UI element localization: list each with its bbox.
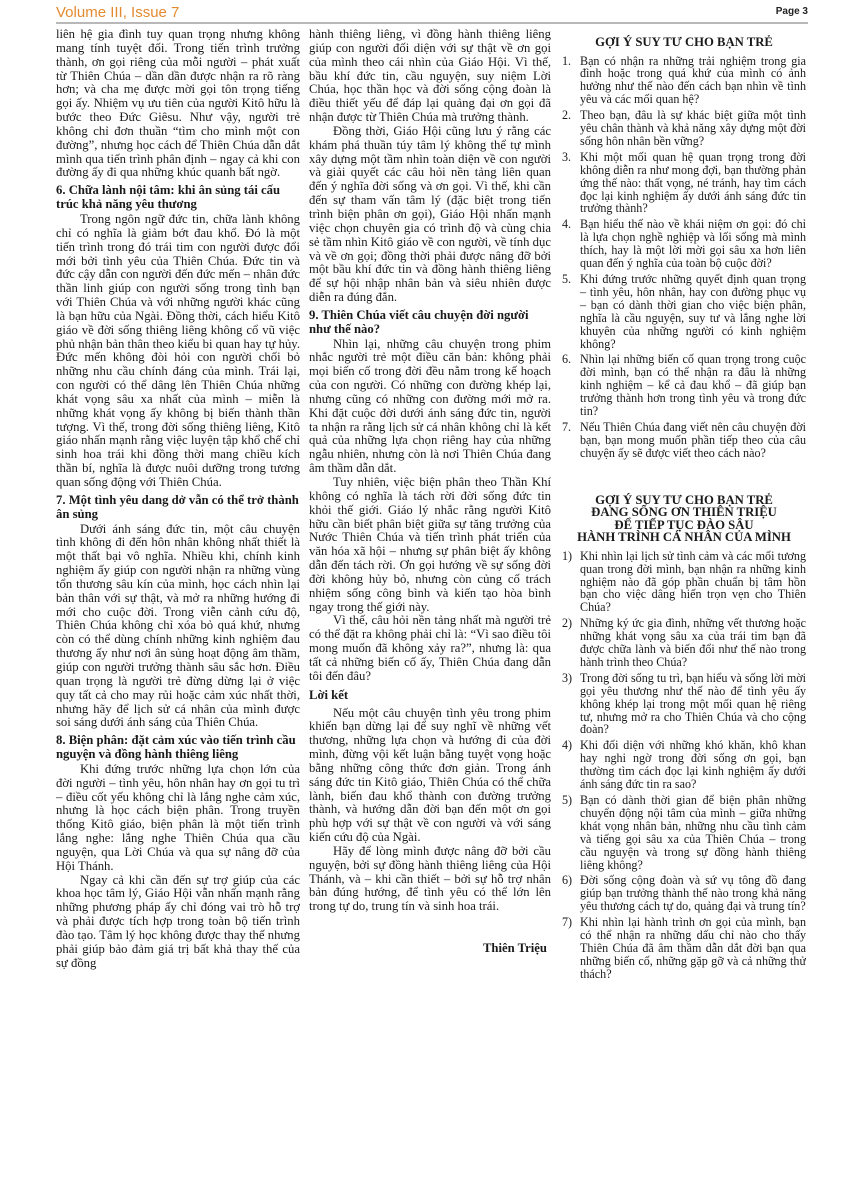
list-item: 7) Khi nhìn lại hành trình ơn gọi của mình, bạn có thể nhận ra những dấu chỉ nào cho thấy Thiên Chúa đã âm thầm dẫn dắt đời bạn qua những biến cố, những gặp gỡ và cả những thử thách? [562,915,806,981]
page-number: Page 3 [775,6,808,17]
sidebar-title: GỢI Ý SUY TƯ CHO BẠN TRẺ [595,35,773,49]
paragraph: Đồng thời, Giáo Hội cũng lưu ý rằng các khám phá thuần túy tâm lý không thể tự mình xây dựng một tầm nhìn toàn diện về con người và giải quyết các câu hỏi nền tảng liên quan đến ý nghĩa đời sống và ơn gọi. Vì thế, khi cần đến sự tham vấn tâm lý (đặc biệt trong tiến trình biện phân ơn gọi), Giáo Hội nhấn mạnh việc chọn chuyên gia có trình độ và cùng chia sẻ tầm nhìn Kitô giáo về con người, về tính dục và về ơn gọi; đồng thời phải được nâng đỡ bởi một bầu khí đức tin và đồng hành thiêng liêng để sự hội nhập nhân bản và siêu nhiên được diễn ra đúng đắn. [309,123,551,305]
paragraph: liên hệ gia đình tuy quan trọng nhưng không mang tính tuyệt đối. Trong tiến trình trưởng thành, ơn gọi riêng của mỗi người – phát xuất từ Thiên Chúa – dần dần được nhận ra rõ ràng hơn; và cha mẹ được mời gọi tôn trọng tiếng gọi ấy. Nhiệm vụ ưu tiên của người Kitô hữu là bước theo Đức Giêsu. Như vậy, người trẻ không chỉ đơn thuần “tìm cho mình một con đường”, nhưng học cách để Thiên Chúa dẫn dắt mình qua tiến trình phân định – ngay cả khi con đường ấy đi qua những khúc quanh bất ngờ. [56,28,300,180]
paragraph: hành thiêng liêng, vì đồng hành thiêng liêng giúp con người đối diện với sự thật về ơn gọi của mình theo cái nhìn của Giáo Hội. Vì thế, bầu khí đức tin, cầu nguyện, suy niệm Lời Chúa, học thần học và đời sống cộng đoàn là điều thiết yếu để đáp lại quảng đại ơn gọi đã nhận được từ Thiên Chúa mà trưởng thành. [309,28,551,125]
header-divider [56,22,808,24]
paragraph: Vì thế, câu hỏi nền tảng nhất mà người trẻ có thể đặt ra không phải chỉ là: “Vì sao điều tôi mong muốn đã không xảy ra?”, nhưng là: qua tất cả những biến cố ấy, Thiên Chúa đang dẫn tôi đến đâu? [309,613,551,683]
list-item: 2. Theo bạn, đâu là sự khác biệt giữa một tình yêu chân thành và khả năng xây dựng một đời sống hôn nhân bền vững? [562,108,806,148]
issue-label: Volume III, Issue 7 [56,4,180,21]
list-item: 4) Khi đối diện với những khó khăn, khô khan hay nghi ngờ trong đời sống ơn gọi, bạn thường tìm cách đọc lại kinh nghiệm ấy dưới ánh sáng đức tin ra sao? [562,738,806,792]
list-item: 3) Trong đời sống tu trì, bạn hiểu và sống lời mời gọi yêu thương như thế nào để tình yêu ấy không khép lại trong một mối quan hệ riêng tư, nhưng mở ra cho Thiên Chúa và cho cộng đoàn? [562,670,806,737]
list-item: 6. Nhìn lại những biến cố quan trọng trong cuộc đời mình, bạn có thể nhận ra đâu là những kinh nghiệm – kể cả đau khổ – đã giúp bạn trưởng thành hơn trong tình yêu và trong đức tin? [562,352,806,419]
list-item: 5. Khi đứng trước những quyết định quan trọng – tình yêu, hôn nhân, hay con đường phục vụ – bạn có dành thời gian cho việc biện phân, nghĩa là cầu nguyện, suy tư và lắng nghe lời khuyên của những người có kinh nghiệm không? [562,272,806,351]
page-header [56,0,808,28]
column-left [56,28,300,1196]
list-item: 4. Bạn hiểu thế nào về khái niệm ơn gọi: đó chỉ là lựa chọn nghề nghiệp và lối sống mà mình thích, hay là một lời mời gọi sâu xa hơn liên quan đến ý nghĩa của toàn bộ cuộc đời? [562,217,806,271]
conclusion-heading: Lời kết [309,687,349,702]
list-item: 1. Bạn có nhận ra những trải nghiệm trong gia đình hoặc trong quá khứ của mình có ảnh hưởng như thế nào đến cách bạn nhìn về tình yêu và các mối quan hệ? [562,53,806,107]
paragraph: Tuy nhiên, việc biện phân theo Thần Khí không có nghĩa là tách rời đời sống đức tin khỏi thế giới. Giáo lý nhắc rằng người Kitô hữu cần biết phân biệt giữa sự tăng trưởng của Nước Thiên Chúa và tiến trình phát triển của văn hóa xã hội – nhưng sự phân biệt ấy không dẫn đến tách rời. Ơn gọi hướng về sự sống đời đời không hủy bỏ, nhưng còn củng cố trách nhiệm sống công bình và kiến tạo hòa bình ngay trong thế giới này. [309,475,551,614]
paragraph: Dưới ánh sáng đức tin, một câu chuyện tình không đi đến hôn nhân không nhất thiết là một thất bại vô nghĩa. Nhiều khi, chính kinh nghiệm ấy giúp con người nhận ra những vùng tổn thương sâu kín của mình, học cách nhìn lại bản thân với sự thật, và mở ra những hướng đi mới cho cuộc đời. Trong viễn cảnh cứu độ, Thiên Chúa không chỉ xóa bỏ quá khứ, nhưng còn có thể dùng chính những kinh nghiệm đau thương ấy như nơi ân sủng hoạt động âm thầm, giúp con người trưởng thành sâu sắc hơn. Điều quan trọng là người trẻ đừng dừng lại ở việc quy tất cả cho may rủi hoặc cảm xúc nhất thời, nhưng hãy để lịch sử cá nhân của mình được soi sáng dưới ánh sáng của Thiên Chúa. [56,521,300,730]
paragraph: Hãy để lòng mình được nâng đỡ bởi cầu nguyện, bởi sự đồng hành thiêng liêng của Hội Thánh, và – khi cần thiết – bởi sự hỗ trợ nhân bản đúng hướng, để tình yêu có thể lớn lên trong tự do, trung tín và sinh hoa trái. [309,843,551,914]
list-item: 1) Khi nhìn lại lịch sử tình cảm và các mối tương quan trong đời mình, bạn nhận ra những kinh nghiệm nào đã góp phần chuẩn bị tâm hồn bạn cho việc dâng hiến trọn vẹn cho Thiên Chúa? [562,548,806,615]
list-item: 5) Bạn có dành thời gian để biện phân những chuyển động nội tâm của mình – giữa những khát vọng nhân bản, những nhu cầu tình cảm và tiếng gọi sâu xa của Thiên Chúa – trong cầu nguyện và trong sự đồng hành thiêng liêng không? [562,793,806,872]
paragraph: Nếu một câu chuyện tình yêu trong phim khiến bạn dừng lại để suy nghĩ về những vết thương, những lựa chọn và hướng đi của đời mình, đừng vội kết luận bằng tuyệt vọng hoặc bằng những công thức đơn giản. Trong ánh sáng đức tin Kitô giáo, Thiên Chúa có thể chữa lành, biến đau khổ thành con đường trưởng thành, và hướng dẫn đời bạn đến một ơn gọi phù hợp với sự thật về con người và với sáng kiến cứu độ của Ngài. [309,705,551,845]
section-heading-9: 9. Thiên Chúa viết câu chuyện đời người như thế nào? [309,307,529,336]
column-right-sidebar [562,28,806,1188]
list-item: 3. Khi một mối quan hệ quan trọng trong đời không diễn ra như mong đợi, bạn thường phản ứng thế nào: thất vọng, né tránh, hay tìm cách đọc lại kinh nghiệm ấy dưới ánh sáng đức tin trưởng thành? [562,149,806,216]
author-signature: Thiên Triệu [482,941,547,956]
section-heading-7: 7. Một tình yêu dang dở vẫn có thể trở thành ân sủng [56,492,299,521]
column-middle [309,28,551,1196]
paragraph: Khi đứng trước những lựa chọn lớn của đời người – tình yêu, hôn nhân hay ơn gọi tu trì – điều cốt yếu không chỉ là lắng nghe cảm xúc, nhưng là học cách biện phân. Trong truyền thống Kitô giáo, biện phân là một tiến trình lắng nghe: lắng nghe Thiên Chúa qua cầu nguyện, qua Lời Chúa và qua sự nâng đỡ của Hội Thánh. [56,761,300,873]
sidebar-title-2: GỢI Ý SUY TƯ CHO BẠN TRẺ ĐANG SỐNG ƠN THIÊN TRIỆU ĐỂ TIẾP TỤC ĐÀO SÂU HÀNH TRÌNH CÁ NHÂN CỦA MÌNH [577,492,791,545]
list-item: 2) Những ký ức gia đình, những vết thương hoặc những khát vọng sâu xa của trái tim bạn đã được chữa lành và biến đổi như thế nào trong hành trình theo Chúa? [562,616,806,669]
list-item: 7. Nếu Thiên Chúa đang viết nên câu chuyện đời bạn, bạn mong muốn phần tiếp theo của câu chuyện ấy sẽ được viết theo cách nào? [562,419,806,460]
paragraph: Ngay cả khi cần đến sự trợ giúp của các khoa học tâm lý, Giáo Hội vẫn nhấn mạnh rằng những phương pháp ấy chỉ đóng vai trò hỗ trợ và phải được tích hợp trong toàn bộ tiến trình đào tạo. Tâm lý học không được thay thế nhưng phải giúp bảo đảm giá trị bất khả thay thế của sự đồng [56,872,300,970]
section-heading-6: 6. Chữa lành nội tâm: khi ân sủng tái cấu trúc khả năng yêu thương [56,183,281,212]
section-heading-8: 8. Biện phân: đặt cảm xúc vào tiến trình cầu nguyện và đồng hành thiêng liêng [56,733,296,762]
paragraph: Trong ngôn ngữ đức tin, chữa lành không chỉ có nghĩa là giảm bớt đau khổ. Đó là một tiến trình trong đó trái tim con người được đổi mới bởi tình yêu của Thiên Chúa. Đức tin và đức cậy dẫn con người đến đức mến – nhân đức thần linh giúp con người sống trong tình bạn với Thiên Chúa và với những người khác cũng là bạn hữu của Ngài. Đồng thời, cách hiểu Kitô giáo về đời sống thiêng liêng không cổ vũ việc phủ nhận bản thân theo kiểu bi quan hay tự hủy. Đức mến không đòi hỏi con người chối bỏ những nhu cầu chính đáng của mình. Trái lại, con người có thể dâng lên Thiên Chúa những khát vọng sâu xa nhất của mình – miễn là những khát vọng ấy không bị biến thành thần tượng. Vì thế, trong đời sống thiêng liêng, Kitô giáo nhấn mạnh rằng việc luyện tập khổ chế chỉ sinh hoa trái khi đồng thời mang chiều kích thần bí, nghĩa là được nuôi dưỡng trong tương quan sống động với Thiên Chúa. [56,211,300,489]
list-item: 6) Đời sống cộng đoàn và sứ vụ tông đồ đang giúp bạn trưởng thành thế nào trong khả năng yêu thương cách tự do, quảng đại và trung tín? [562,873,806,914]
paragraph: Nhìn lại, những câu chuyện trong phim nhắc người trẻ một điều căn bản: không phải mọi biến cố trong đời đều nằm trong kế hoạch của con người. Có những con đường khép lại, nhưng cũng có những con đường mới mở ra. Khi đặt cuộc đời dưới ánh sáng đức tin, người ta nhận ra rằng lịch sử cá nhân không chỉ là kết quả của những lựa chọn riêng hay của những ngẫu nhiên, nhưng còn là nơi Thiên Chúa đang âm thầm dẫn dắt. [309,336,551,476]
